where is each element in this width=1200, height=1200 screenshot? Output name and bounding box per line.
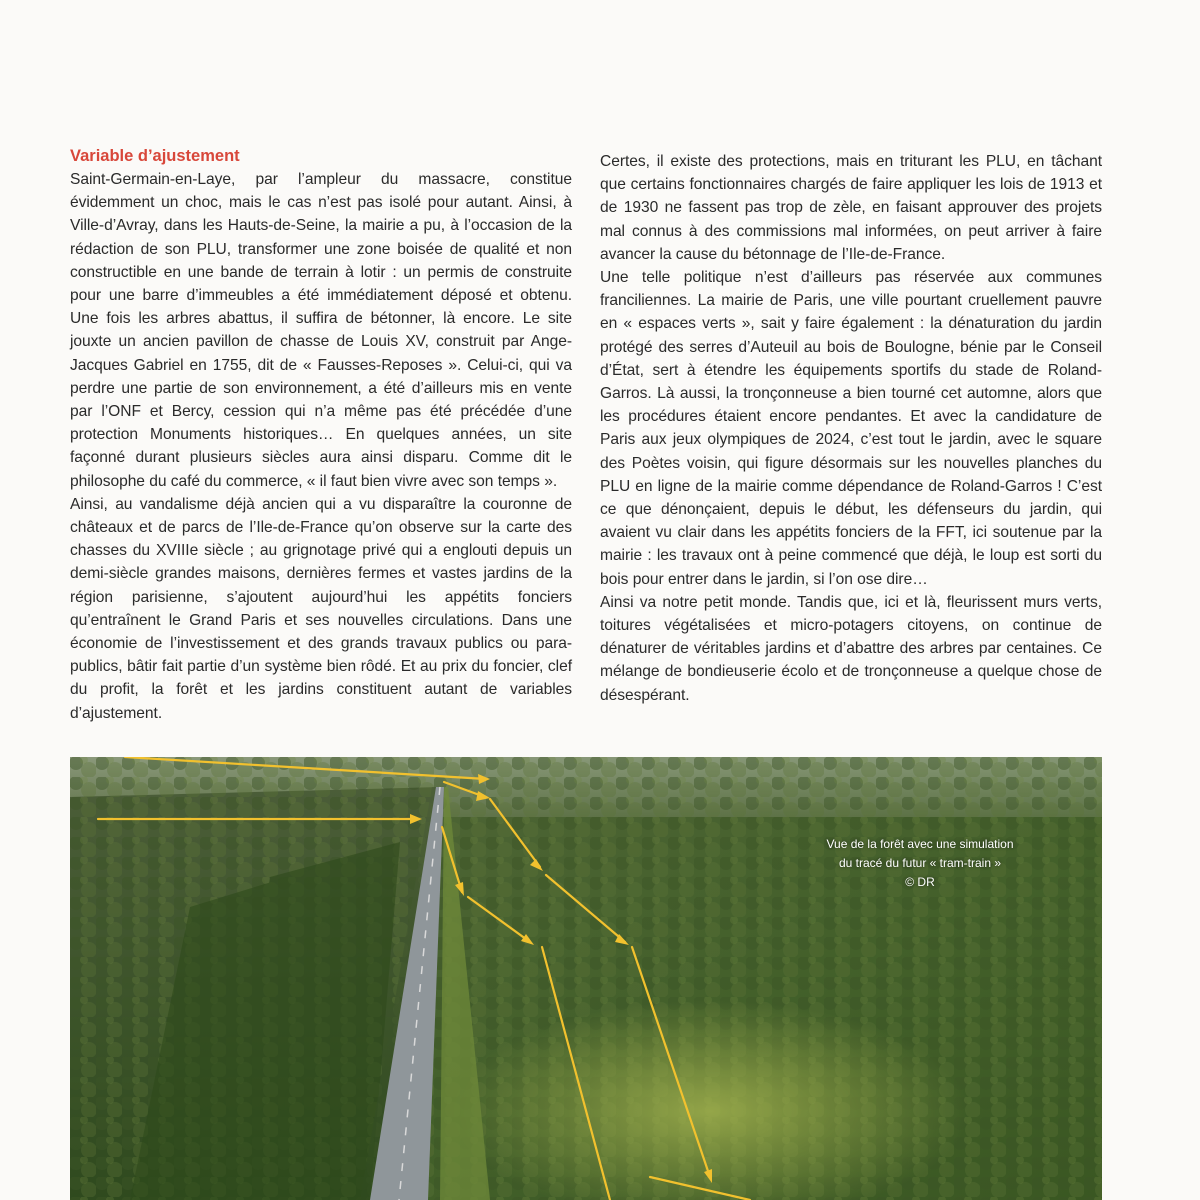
photo-caption <box>800 835 1040 892</box>
paragraph: Ainsi va notre petit monde. Tandis que, ici et là, fleurissent murs verts, toitures végétalisées et micro-potagers citoyens, on continue de dénaturer de véritables jardins et d’abattre des arbres par centaines. Ce mélange de bondieuserie écolo et de tronçonneuse a quelque chose de désespérant. <box>600 593 1102 704</box>
caption-line: Vue de la forêt avec une simulation <box>826 837 1014 851</box>
section-heading: Variable d’ajustement <box>70 147 240 165</box>
paragraph: Certes, il existe des protections, mais en triturant les PLU, en tâchant que certains fonctionnaires chargés de faire appliquer les lois de 1913 et de 1930 ne fassent pas trop de zèle, en faisant approuver des projets mal connus à des commissions mal informées, on peut arriver à faire avancer la cause du bétonnage de l’Ile-de-France. <box>600 153 1102 263</box>
aerial-forest-photo <box>70 757 1102 1200</box>
forest-illustration <box>70 757 1102 1200</box>
article-left-column <box>70 145 572 725</box>
photo-credit: © DR <box>905 875 935 889</box>
paragraph: Saint-Germain-en-Laye, par l’ampleur du massacre, constitue évidemment un choc, mais le cas n’est pas isolé pour autant. Ainsi, à Ville-d’Avray, dans les Hauts-de-Seine, la mairie a pu, à l’occasion de la rédaction de son PLU, transformer une zone boisée de qualité et non constructible en une bande de terrain à lotir : un permis de construite pour une barre d’immeubles a été immédiatement déposé et obtenu. Une fois les arbres abattus, il suffira de bétonner, là encore. Le site jouxte un ancien pavillon de chasse de Louis XV, construit par Ange-Jacques Gabriel en 1755, dit de « Fausses-Reposes ». Celui-ci, qui va perdre une partie de son environnement, a été d’ailleurs mis en vente par l’ONF et Bercy, cession qui n’a même pas été précédée d’une protection Monuments historiques… En quelques années, un site façonné durant plusieurs siècles aura ainsi disparu. Comme dit le philosophe du café du commerce, « il faut bien vivre avec son temps ». <box>70 171 572 490</box>
article-right-column <box>600 150 1102 707</box>
paragraph: Ainsi, au vandalisme déjà ancien qui a vu disparaître la couronne de châteaux et de parcs de l’Ile-de-France qu’on observe sur la carte des chasses du XVIIIe siècle ; au grignotage privé qui a englouti depuis un demi-siècle grandes maisons, dernières fermes et vastes jardins de la région parisienne, s’ajoutent aujourd’hui les appétits fonciers qu’entraînent le Grand Paris et ses nouvelles circulations. Dans une économie de l’investissement et des grands travaux publics ou para-publics, bâtir fait partie d’un système bien rôdé. Et au prix du foncier, clef du profit, la forêt et les jardins constituent autant de variables d’ajustement. <box>70 495 572 722</box>
caption-line: du tracé du futur « tram-train » <box>838 856 1002 870</box>
paragraph: Une telle politique n’est d’ailleurs pas réservée aux communes franciliennes. La mairie de Paris, une ville pourtant cruellement pauvre en « espaces verts », sait y faire également : la dénaturation du jardin protégé des serres d’Auteuil au bois de Boulogne, bénie par le Conseil d’État, sert à étendre les équipements sportifs du stade de Roland-Garros. Là aussi, la tronçonneuse a bien tourné cet automne, alors que les procédures étaient encore pendantes. Et avec la candidature de Paris aux jeux olympiques de 2024, c’est tout le jardin, avec le square des Poètes voisin, qui figure désormais sur les nouvelles planches du PLU en ligne de la mairie comme dépendance de Roland-Garros ! C’est ce que dénonçaient, depuis le début, les défenseurs du jardin, qui avaient vu clair dans les appétits fonciers de la FFT, ici soutenue par la mairie : les travaux ont à peine commencé que déjà, le loup est sorti du bois pour entrer dans le jardin, si l’on ose dire… <box>600 269 1102 588</box>
